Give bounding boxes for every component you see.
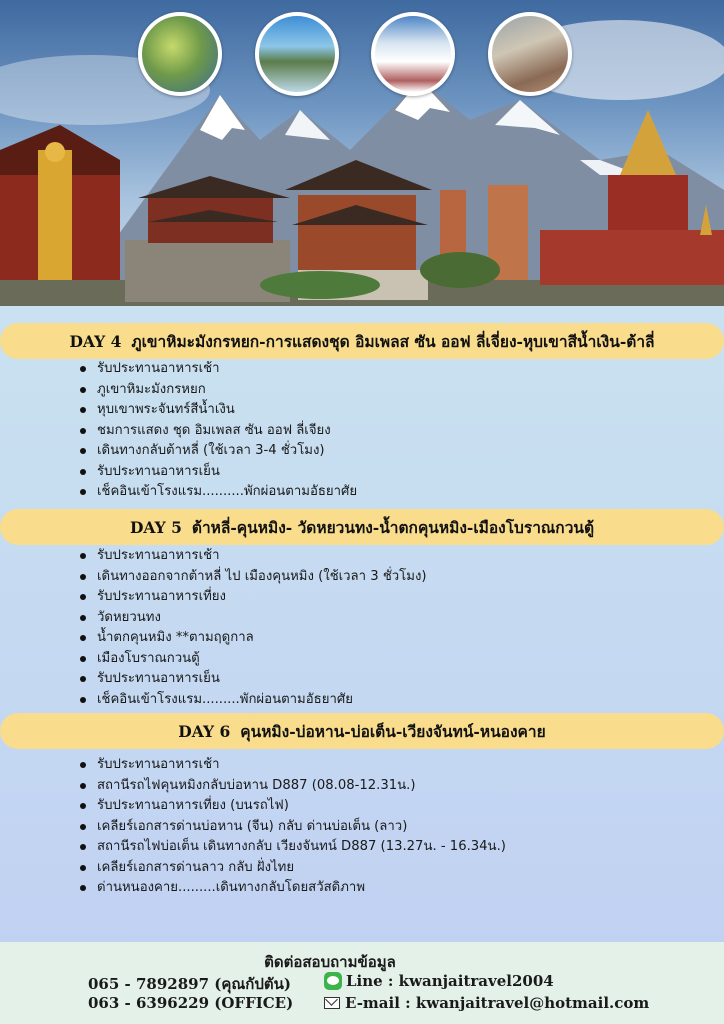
list-item: วัดหยวนทง: [80, 608, 700, 629]
email-contact[interactable]: [324, 994, 649, 1012]
list-item: ภูเขาหิมะมังกรหยก: [80, 380, 700, 401]
list-item: รับประทานอาหารเช้า: [80, 755, 700, 776]
list-item: รับประทานอาหารเย็น: [80, 669, 700, 690]
list-item: สถานีรถไฟบ่อเต็น เดินทางกลับ เวียงจันทน์ D887 (13.27น. - 16.34น.): [80, 837, 700, 858]
day-5-itinerary-list: [80, 546, 700, 710]
thumbnail-terraced-pools: [138, 12, 222, 96]
contact-section: [0, 942, 724, 1024]
phone-office[interactable]: 063 - 6396229 (OFFICE): [88, 994, 294, 1012]
day-title: ภูเขาหิมะมังกรหยก-การแสดงชุด อิมเพลส ซัน ออฟ ลี่เจี่ยง-หุบเขาสีน้ำเงิน-ต้าลี่: [131, 331, 655, 351]
day-number: DAY 5: [129, 517, 182, 537]
thumbnail-snow-mountain: [371, 12, 455, 96]
line-id: Line : kwanjaitravel2004: [346, 972, 554, 990]
list-item: เคลียร์เอกสารด่านลาว กลับ ฝั่งไทย: [80, 858, 700, 879]
day-title: ต้าหลี่-คุนหมิง- วัดหยวนทง-น้ำตกคุนหมิง-เมืองโบราณกวนตู้: [191, 517, 595, 537]
phone-captain[interactable]: 065 - 7892897 (คุณกัปตัน): [88, 975, 292, 993]
list-item: ชมการแสดง ชุด อิมเพลส ซัน ออฟ ลี่เจียง: [80, 421, 700, 442]
day-4-header: [0, 323, 724, 359]
contact-title: ติดต่อสอบถามข้อมูล: [264, 953, 396, 971]
line-app-icon: [324, 972, 342, 990]
mail-icon: [324, 997, 340, 1009]
day-6-itinerary-list: [80, 755, 700, 899]
list-item: เดินทางออกจากต้าหลี่ ไป เมืองคุนหมิง (ใช้เวลา 3 ชั่วโมง): [80, 567, 700, 588]
hero-banner: [0, 0, 724, 306]
list-item: เคลียร์เอกสารด่านบ่อหาน (จีน) กลับ ด่านบ่อเต็น (ลาว): [80, 817, 700, 838]
email-address: E-mail : kwanjaitravel@hotmail.com: [345, 994, 650, 1012]
list-item: น้ำตกคุนหมิง **ตามฤดูกาล: [80, 628, 700, 649]
day-6-header: [0, 713, 724, 749]
list-item: รับประทานอาหารเช้า: [80, 359, 700, 380]
day-number: DAY 4: [69, 331, 122, 351]
day-number: DAY 6: [178, 721, 231, 741]
list-item: รับประทานอาหารเช้า: [80, 546, 700, 567]
photo-thumbnails: [138, 12, 578, 96]
thumbnail-blue-moon-valley: [255, 12, 339, 96]
day-5-header: [0, 509, 724, 545]
list-item: เดินทางกลับต้าหลี่ (ใช้เวลา 3-4 ชั่วโมง): [80, 441, 700, 462]
day-4-itinerary-list: [80, 359, 700, 503]
day-title: คุนหมิง-บ่อหาน-บ่อเต็น-เวียงจันทน์-หนองคาย: [240, 721, 546, 741]
list-item: รับประทานอาหารเที่ยง: [80, 587, 700, 608]
list-item: รับประทานอาหารเที่ยง (บนรถไฟ): [80, 796, 700, 817]
list-item: รับประทานอาหารเย็น: [80, 462, 700, 483]
list-item: หุบเขาพระจันทร์สีน้ำเงิน: [80, 400, 700, 421]
list-item: ด่านหนองคาย.........เดินทางกลับโดยสวัสดิภาพ: [80, 878, 700, 899]
list-item: เช็คอินเข้าโรงแรม..........พักผ่อนตามอัธยาศัย: [80, 482, 700, 503]
line-contact[interactable]: [324, 972, 554, 990]
list-item: สถานีรถไฟคุนหมิงกลับบ่อหาน D887 (08.08-12.31น.): [80, 776, 700, 797]
thumbnail-old-town: [488, 12, 572, 96]
list-item: เมืองโบราณกวนตู้: [80, 649, 700, 670]
list-item: เช็คอินเข้าโรงแรม.........พักผ่อนตามอัธยาศัย: [80, 690, 700, 711]
